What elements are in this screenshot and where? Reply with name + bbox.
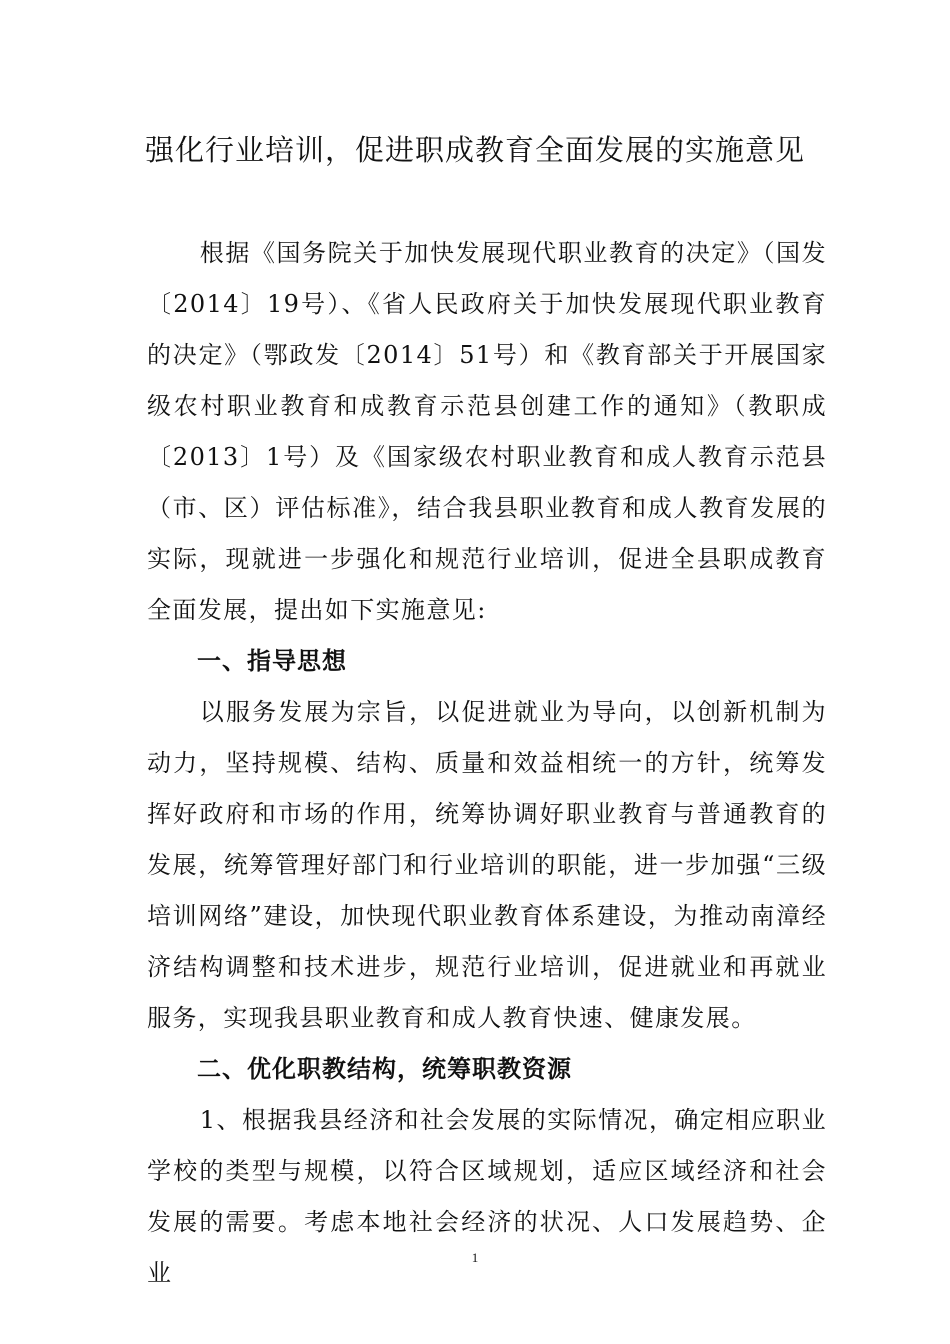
guiding-ideology-paragraph: 以服务发展为宗旨，以促进就业为导向，以创新机制为动力，坚持规模、结构、质量和效益相统一的方针，统筹发挥好政府和市场的作用，统筹协调好职业教育与普通教育的发展，统筹管理好部门和行业培训的职能，进一步加强“三级培训网络”建设，加快现代职业教育体系建设，为推动南漳经济结构调整和技术进步，规范行业培训，促进就业和再就业服务，实现我县职业教育和成人教育快速、健康发展。 (147, 698, 827, 1032)
optimize-structure-paragraph: 1、根据我县经济和社会发展的实际情况，确定相应职业学校的类型与规模，以符合区域规划，适应区域经济和社会发展的需要。考虑本地社会经济的状况、人口发展趋势、企业 (147, 1106, 827, 1287)
document-body (147, 228, 827, 1299)
section-heading-optimize-structure: 二、优化职教结构，统筹职教资源 (197, 1055, 572, 1083)
document-title: 强化行业培训，促进职成教育全面发展的实施意见 (144, 133, 805, 167)
intro-paragraph: 根据《国务院关于加快发展现代职业教育的决定》（国发〔2014〕19号）、《省人民政府关于加快发展现代职业教育的决定》（鄂政发〔2014〕51号）和《教育部关于开展国家级农村职业教育和成教育示范县创建工作的通知》（教职成〔2013〕1号）及《国家级农村职业教育和成人教育示范县（市、区）评估标准》，结合我县职业教育和成人教育发展的实际，现就进一步强化和规范行业培训，促进全县职成教育全面发展，提出如下实施意见: (147, 239, 827, 624)
section-heading-guiding-ideology: 一、指导思想 (197, 647, 347, 675)
page-number: 1 (471, 1250, 479, 1265)
